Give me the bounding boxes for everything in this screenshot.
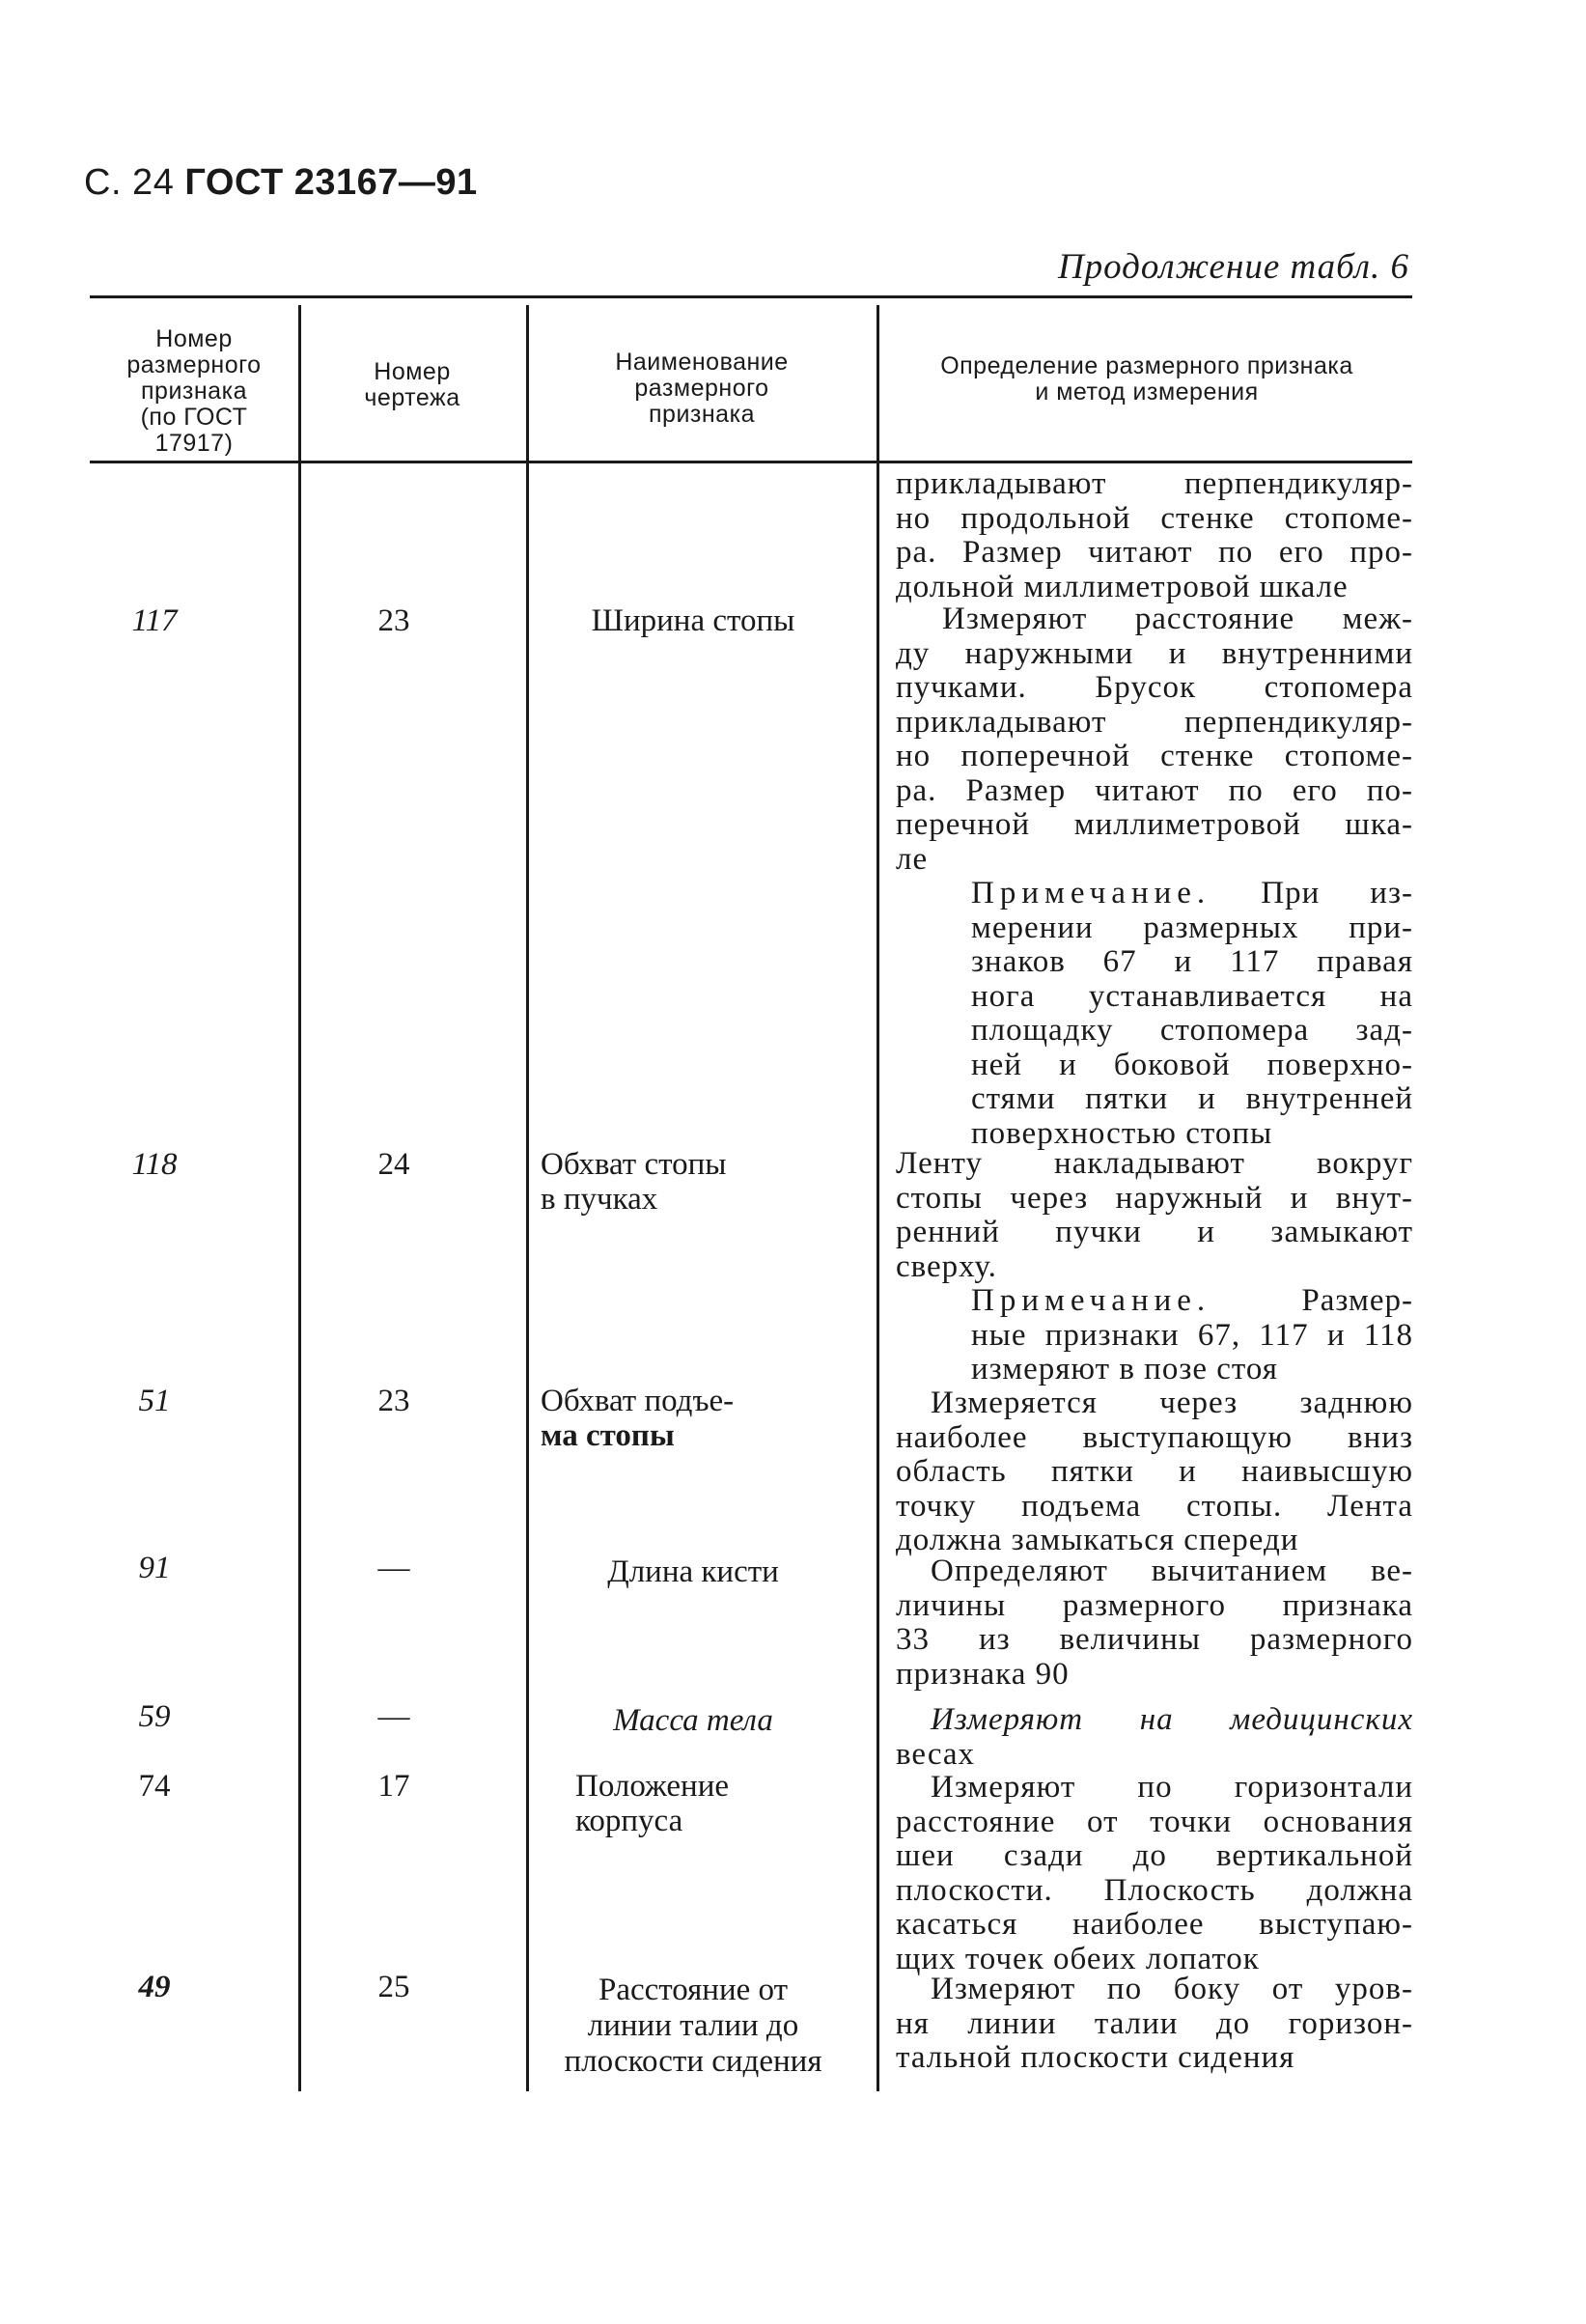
header-line: Определение размерного признака (940, 352, 1353, 379)
header-line: 17917) (154, 430, 234, 457)
row-118-note (971, 1284, 1413, 1387)
text-line: прикладывают перпендикуляр- (896, 704, 1413, 740)
name-line: ма стопы (541, 1418, 675, 1453)
row-118-description (896, 1147, 1413, 1284)
row-59-name: Масса тела (613, 1703, 773, 1738)
text-line: ле (896, 841, 929, 877)
name-line: плоскости сидения (564, 2044, 822, 2079)
text-line (971, 877, 1413, 911)
row-118-name (541, 1147, 869, 1217)
text-line: сверху. (896, 1248, 997, 1284)
header-line: размерного (634, 375, 769, 402)
header-line: признака (141, 378, 247, 405)
text-line: Измеряют по боку от уров- (931, 1972, 1413, 2006)
header-definition-method (880, 353, 1413, 406)
text-line: расстояние от точки основания (896, 1804, 1413, 1839)
text-line: прикладывают перпендикуляр- (896, 466, 1413, 501)
text-line: должна замыкаться спереди (896, 1523, 1299, 1557)
column-divider-1 (298, 305, 301, 2091)
row-91-description (896, 1554, 1413, 1692)
text-line: дольной миллиметровой шкале (896, 569, 1349, 604)
table-top-rule (90, 295, 1412, 298)
text-line: Измеряется через заднюю (931, 1386, 1413, 1420)
text-line: мерении размерных при- (971, 910, 1413, 945)
row-51-name (541, 1384, 869, 1453)
row-49-description (896, 1973, 1413, 2076)
text-line: тальной плоскости сидения (896, 2040, 1295, 2075)
text-line: ра. Размер читают по его про- (896, 535, 1413, 570)
name-line: корпуса (575, 1804, 683, 1838)
text-line: плоскости. Плоскость должна (896, 1872, 1413, 1908)
row-118-number: 118 (131, 1147, 178, 1182)
header-line: Наименование (615, 349, 789, 376)
header-line: Номер (374, 358, 451, 385)
name-line: линии талии до (587, 2008, 799, 2043)
text-line: точку подъема стопы. Лента (896, 1488, 1413, 1524)
note-text: Размер- (1301, 1283, 1413, 1318)
note-label: Примечание. (971, 876, 1211, 910)
header-bottom-rule (90, 461, 1412, 463)
name-line: Расстояние от (598, 1973, 789, 2007)
row-59-number: 59 (138, 1699, 171, 1734)
text-line: Измеряют расстояние меж- (942, 602, 1413, 636)
text-line: но поперечной стенке стопоме- (896, 739, 1413, 773)
note-text: При из- (1261, 876, 1413, 910)
name-line: Обхват стопы (541, 1147, 727, 1182)
row-74-number: 74 (138, 1769, 171, 1804)
text-line: нога устанавливается на (971, 978, 1413, 1014)
text-line: ные признаки 67, 117 и 118 (971, 1317, 1413, 1353)
row-49-drawing: 25 (377, 1970, 410, 2004)
text-line (971, 1284, 1413, 1319)
text-line: знаков 67 и 117 правая (971, 944, 1413, 979)
text-line: Измеряют на медицинских (931, 1702, 1413, 1737)
header-line: размерного (126, 351, 262, 378)
row-91-name: Длина кисти (607, 1554, 779, 1589)
text-line: пучками. Брусок стопомера (896, 670, 1413, 705)
header-feature-number (93, 326, 295, 457)
text-line: ду наружными и внутренними (896, 635, 1413, 671)
page-number: С. 24 (84, 162, 175, 203)
text-line: признака 90 (896, 1656, 1070, 1692)
text-line: область пятки и наивысшую (896, 1454, 1413, 1489)
row-51-description (896, 1386, 1413, 1558)
text-line: Измеряют по горизонтали (931, 1770, 1413, 1805)
column-divider-2 (526, 305, 529, 2091)
text-line: измеряют в позе стоя (971, 1352, 1278, 1386)
header-line: и метод измерения (1035, 378, 1259, 406)
row-51-number: 51 (138, 1384, 171, 1418)
header-line: (по ГОСТ (140, 404, 248, 431)
text-line: весах (896, 1736, 976, 1772)
standard-title: ГОСТ 23167—91 (184, 162, 478, 203)
text-line: поверхностью стопы (971, 1115, 1273, 1151)
text-line: наиболее выступающую вниз (896, 1419, 1413, 1455)
text-line: щих точек обеих лопаток (896, 1941, 1260, 1976)
name-line: Положение (575, 1769, 730, 1804)
row-49-name (529, 1973, 857, 2080)
name-line: в пучках (541, 1182, 658, 1217)
text-line: ренний пучки и замыкают (896, 1215, 1413, 1249)
row-49-number: 49 (138, 1970, 171, 2004)
page-header (84, 162, 478, 204)
row-91-number: 91 (138, 1551, 171, 1585)
note-label: Примечание. (971, 1283, 1211, 1318)
carryover-description (896, 467, 1413, 604)
table-continuation-caption: Продолжение табл. 6 (1057, 247, 1409, 287)
text-line: касаться наиболее выступаю- (896, 1907, 1413, 1942)
row-51-drawing: 23 (377, 1384, 410, 1418)
text-line: ра. Размер читают по его по- (896, 772, 1413, 808)
row-59-drawing: — (377, 1699, 410, 1734)
row-117-note (971, 877, 1413, 1151)
row-74-description (896, 1771, 1413, 1976)
row-117-number: 117 (131, 603, 178, 638)
text-line: но продольной стенке стопоме- (896, 500, 1413, 536)
row-117-drawing: 23 (377, 603, 410, 638)
text-line: перечной миллиметровой шка- (896, 807, 1413, 842)
header-line: чертежа (364, 384, 460, 411)
row-117-description (896, 602, 1413, 877)
text-line: ня линии талии до горизон- (896, 2005, 1413, 2041)
text-line: стями пятки и внутренней (971, 1081, 1413, 1116)
row-74-name (575, 1769, 904, 1838)
header-line: признака (649, 401, 755, 428)
header-drawing-number (301, 359, 523, 411)
row-74-drawing: 17 (377, 1769, 410, 1804)
text-line: площадку стопомера зад- (971, 1013, 1413, 1048)
text-line: Определяют вычитанием ве- (931, 1554, 1413, 1588)
name-line: Обхват подъе- (541, 1384, 735, 1418)
text-line: стопы через наружный и внут- (896, 1180, 1413, 1216)
text-line: ней и боковой поверхно- (971, 1047, 1413, 1082)
row-91-drawing: — (377, 1551, 410, 1585)
text-line: шеи сзади до вертикальной (896, 1838, 1413, 1873)
header-feature-name (529, 350, 875, 428)
row-59-description (896, 1703, 1413, 1772)
row-118-drawing: 24 (377, 1147, 410, 1182)
header-line: Номер (155, 325, 233, 352)
text-line: Ленту накладывают вокруг (896, 1146, 1413, 1181)
text-line: 33 из величины размерного (896, 1622, 1413, 1657)
text-line: личины размерного признака (896, 1587, 1413, 1623)
row-117-name: Ширина стопы (591, 603, 795, 638)
